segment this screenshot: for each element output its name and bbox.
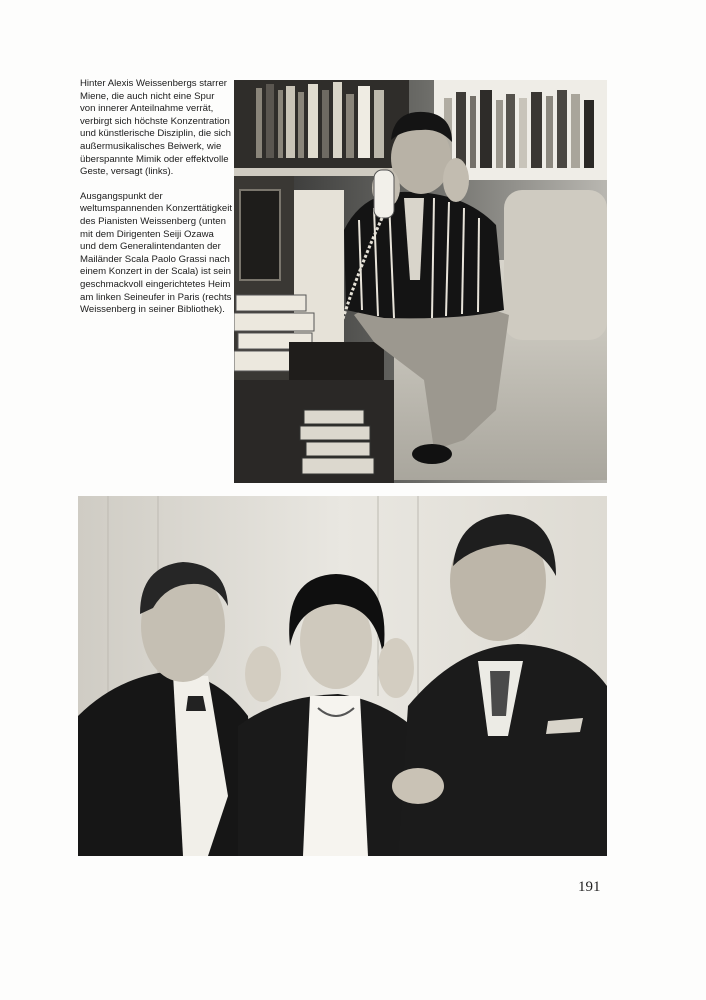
photo-three-men [78, 496, 607, 856]
photo-three-men-image [78, 496, 607, 856]
photo-caption [80, 78, 232, 329]
photo-library-phone [234, 80, 607, 483]
photo-library-phone-image [234, 80, 607, 483]
page-number: 191 [578, 879, 601, 895]
caption-paragraph-2: Ausgangspunkt der weltumspannenden Konzerttätigkeit des Pianisten Weissenberg (unten mit dem Dirigenten Seiji Ozawa und dem Generalintendanten der Mailänder Scala Paolo Grassi nach einem Konzert in der Scala) ist sein geschmackvoll eingerichtetes Heim am linken Seineufer in Paris (rechts Weissenberg in seiner Bibliothek). [80, 190, 232, 316]
caption-paragraph-1: Hinter Alexis Weissenbergs starrer Miene, die auch nicht eine Spur von innerer Anteilnahme verrät, verbirgt sich höchste Konzentration und künstlerische Disziplin, die sich außermusikalisches Beiwerk, wie überspannte Mimik oder effektvolle Geste, versagt (links). [80, 78, 231, 178]
